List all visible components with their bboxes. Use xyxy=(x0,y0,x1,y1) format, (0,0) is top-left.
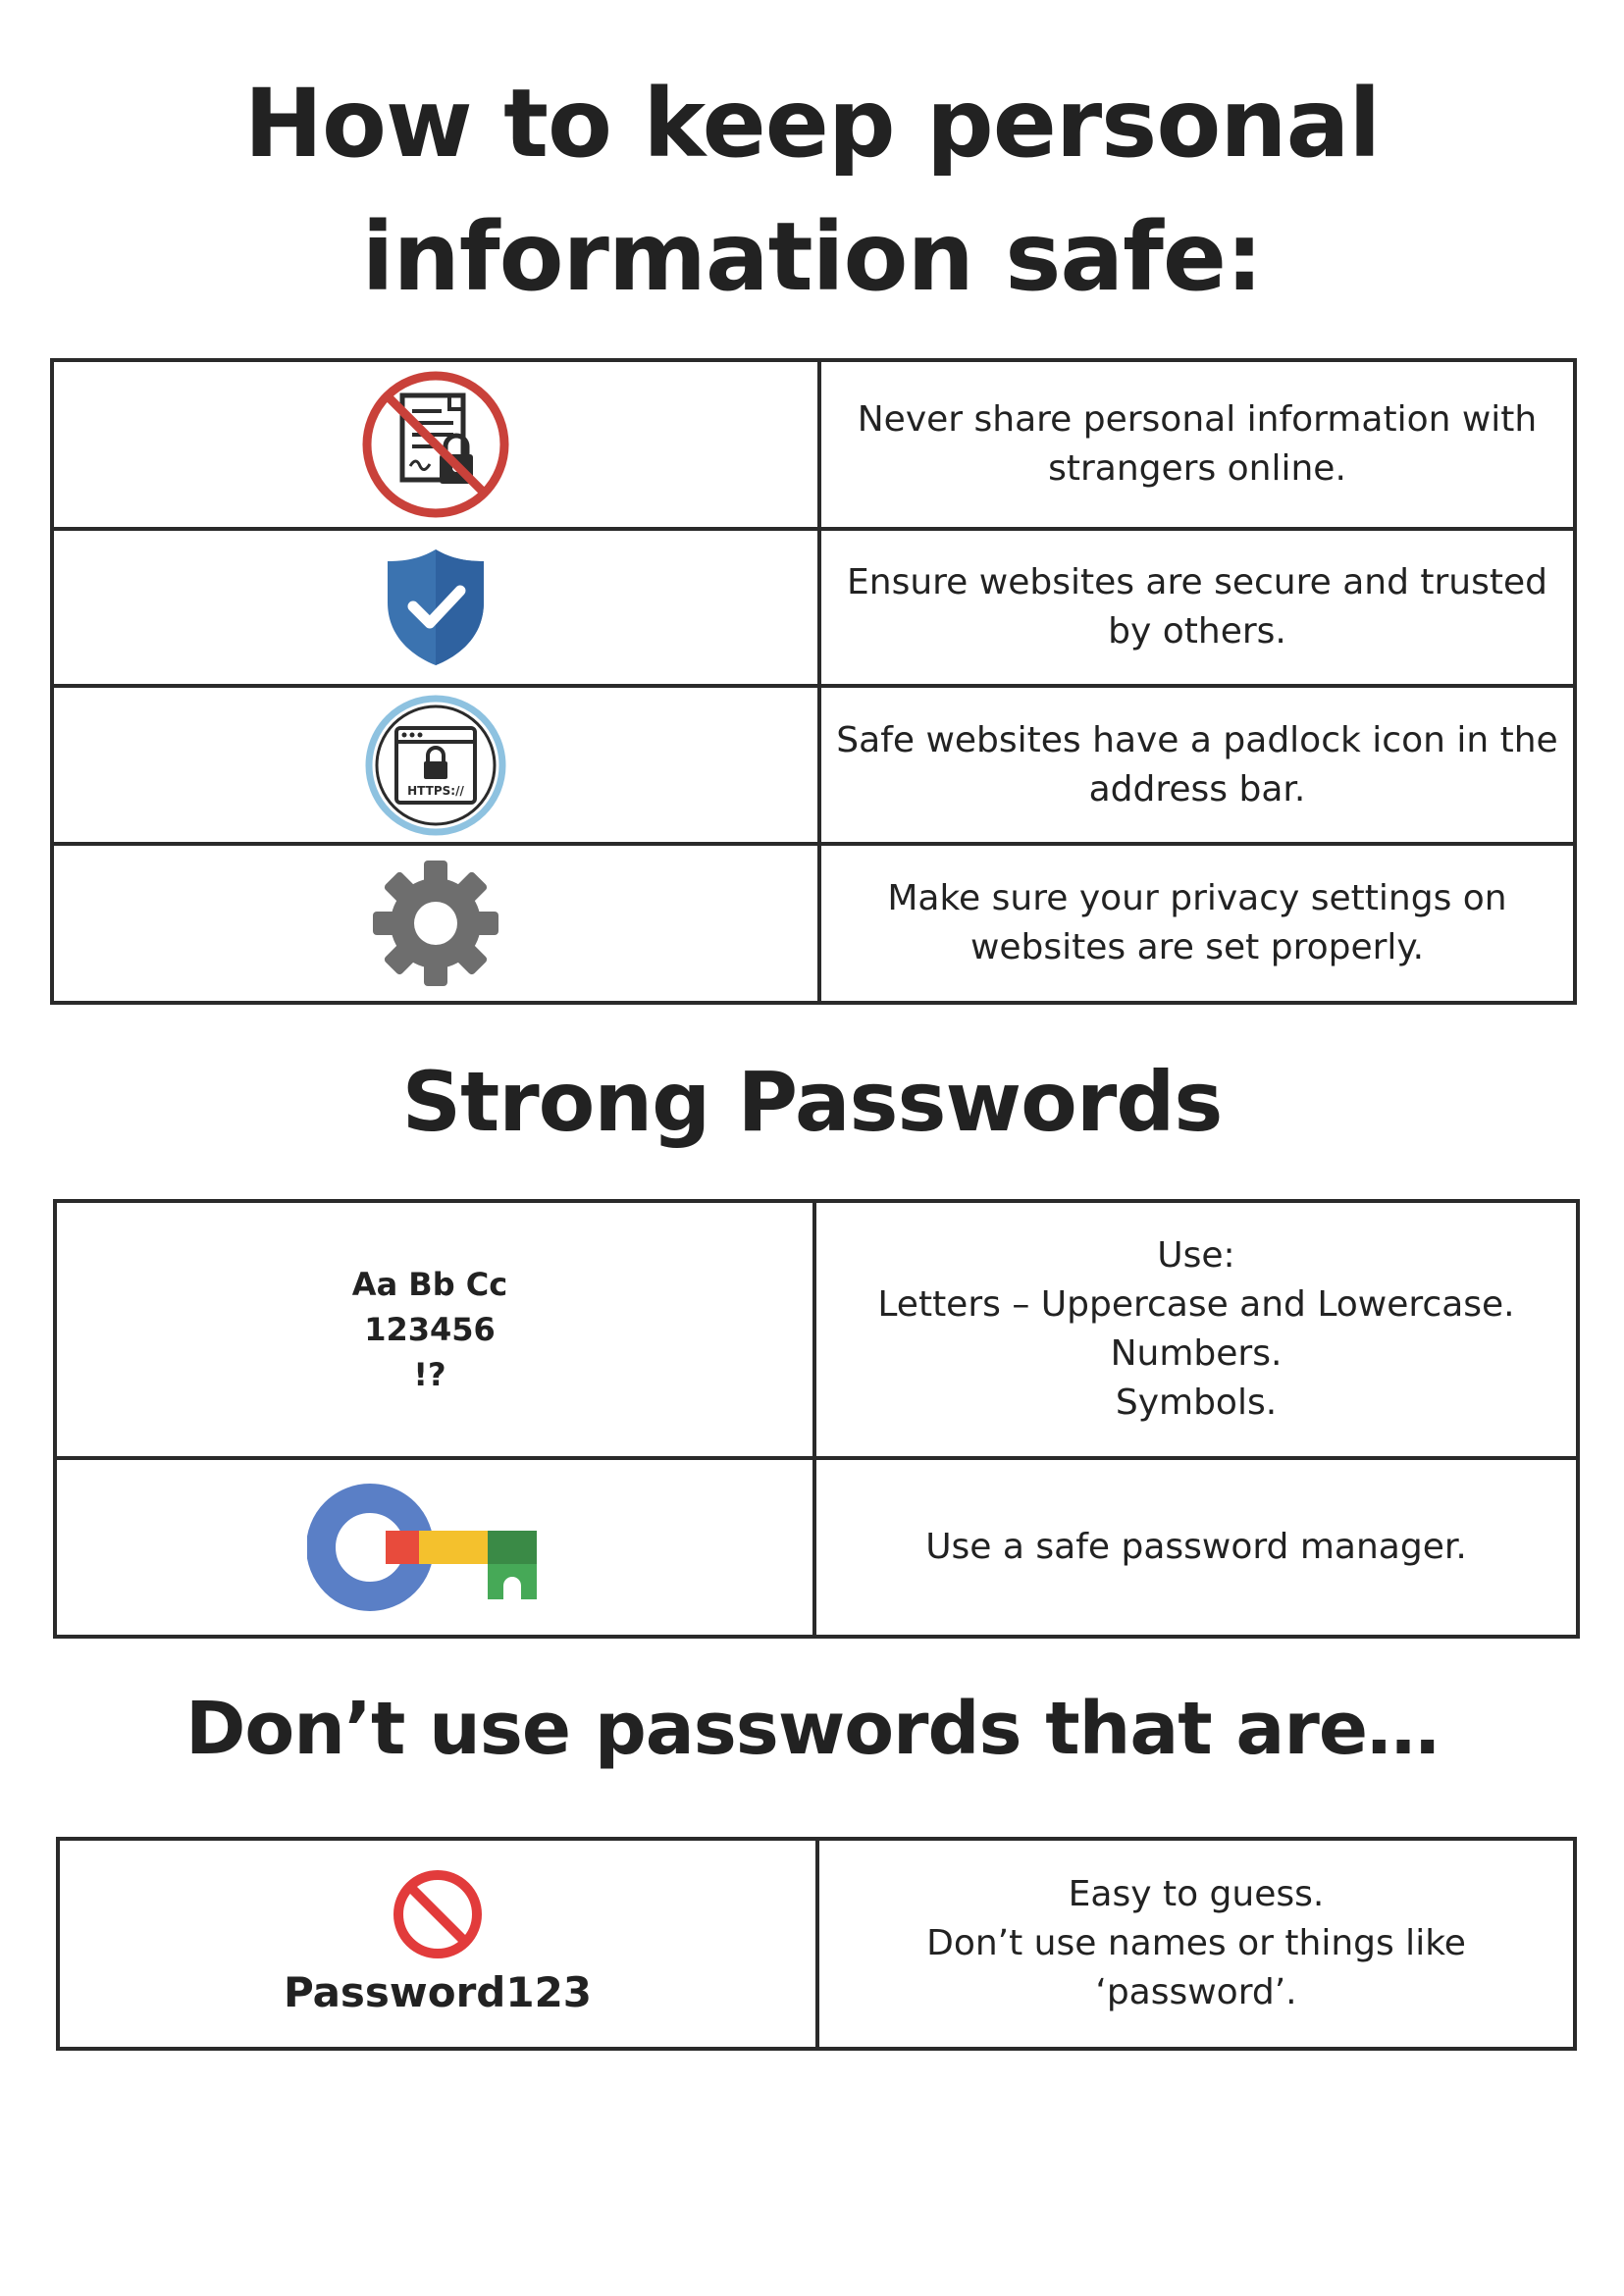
tip-text-cell xyxy=(819,360,1575,529)
tip-text-line: Safe websites have a padlock icon in the xyxy=(836,719,1558,760)
page-title-line-1: How to keep personal xyxy=(243,69,1381,179)
character-sample xyxy=(57,1262,812,1397)
weak-password-line: ‘password’. xyxy=(1095,1972,1297,2012)
character-sample-cell xyxy=(55,1201,814,1458)
tip-text-line: Ensure websites are secure and trusted xyxy=(847,562,1547,602)
no-sharing-document-icon xyxy=(361,370,510,519)
password-rules-text xyxy=(814,1201,1578,1458)
page-title xyxy=(0,57,1624,324)
tip-text-line: by others. xyxy=(1108,611,1286,652)
gear-icon xyxy=(371,859,500,988)
tip-row xyxy=(52,529,1575,686)
tip-icon-cell xyxy=(52,529,819,686)
password-manager-text: Use a safe password manager. xyxy=(814,1458,1578,1637)
weak-password-cell xyxy=(58,1839,817,2049)
weak-password-text xyxy=(817,1839,1575,2049)
no-entry-icon xyxy=(391,1867,485,1961)
weak-password-line: Don’t use names or things like xyxy=(926,1923,1466,1963)
rules-line: Use: xyxy=(1157,1235,1235,1276)
rules-line: Symbols. xyxy=(1115,1383,1278,1423)
weak-password-row xyxy=(58,1839,1575,2049)
safety-tips-table xyxy=(50,358,1577,1005)
dont-use-table xyxy=(56,1837,1577,2051)
tip-icon-cell xyxy=(52,360,819,529)
strong-passwords-heading: Strong Passwords xyxy=(401,1054,1223,1150)
tip-text-cell xyxy=(819,529,1575,686)
tip-text-line: Never share personal information with xyxy=(857,399,1538,440)
strong-passwords-table xyxy=(53,1199,1580,1639)
password-rules-row xyxy=(55,1201,1578,1458)
tip-text-line: address bar. xyxy=(1088,768,1306,809)
tip-text-cell xyxy=(819,844,1575,1003)
sample-numbers: 123456 xyxy=(364,1311,496,1348)
tip-text-line: strangers online. xyxy=(1048,448,1346,489)
dont-use-heading: Don’t use passwords that are… xyxy=(184,1687,1440,1771)
rules-line: Letters – Uppercase and Lowercase. xyxy=(877,1284,1515,1325)
sample-symbols: !? xyxy=(413,1356,446,1393)
tip-icon-cell xyxy=(52,686,819,844)
password-manager-row xyxy=(55,1458,1578,1637)
https-label: HTTPS:// xyxy=(407,783,464,798)
shield-check-icon xyxy=(382,546,490,669)
weak-password-line: Easy to guess. xyxy=(1068,1874,1325,1914)
page-title-line-2: information safe: xyxy=(361,202,1263,312)
password-manager-icon-cell xyxy=(55,1458,814,1637)
sample-letters: Aa Bb Cc xyxy=(351,1266,508,1303)
tip-icon-cell xyxy=(52,844,819,1003)
tip-row xyxy=(52,686,1575,844)
weak-password-example: Password123 xyxy=(283,1968,593,2016)
tip-text-line: Make sure your privacy settings on xyxy=(887,878,1507,918)
rules-line: Numbers. xyxy=(1110,1333,1283,1374)
tip-text-cell xyxy=(819,686,1575,844)
tip-text-line: websites are set properly. xyxy=(969,927,1425,967)
tip-row xyxy=(52,360,1575,529)
password-key-icon xyxy=(307,1484,562,1611)
tip-row xyxy=(52,844,1575,1003)
https-padlock-icon xyxy=(363,693,508,838)
